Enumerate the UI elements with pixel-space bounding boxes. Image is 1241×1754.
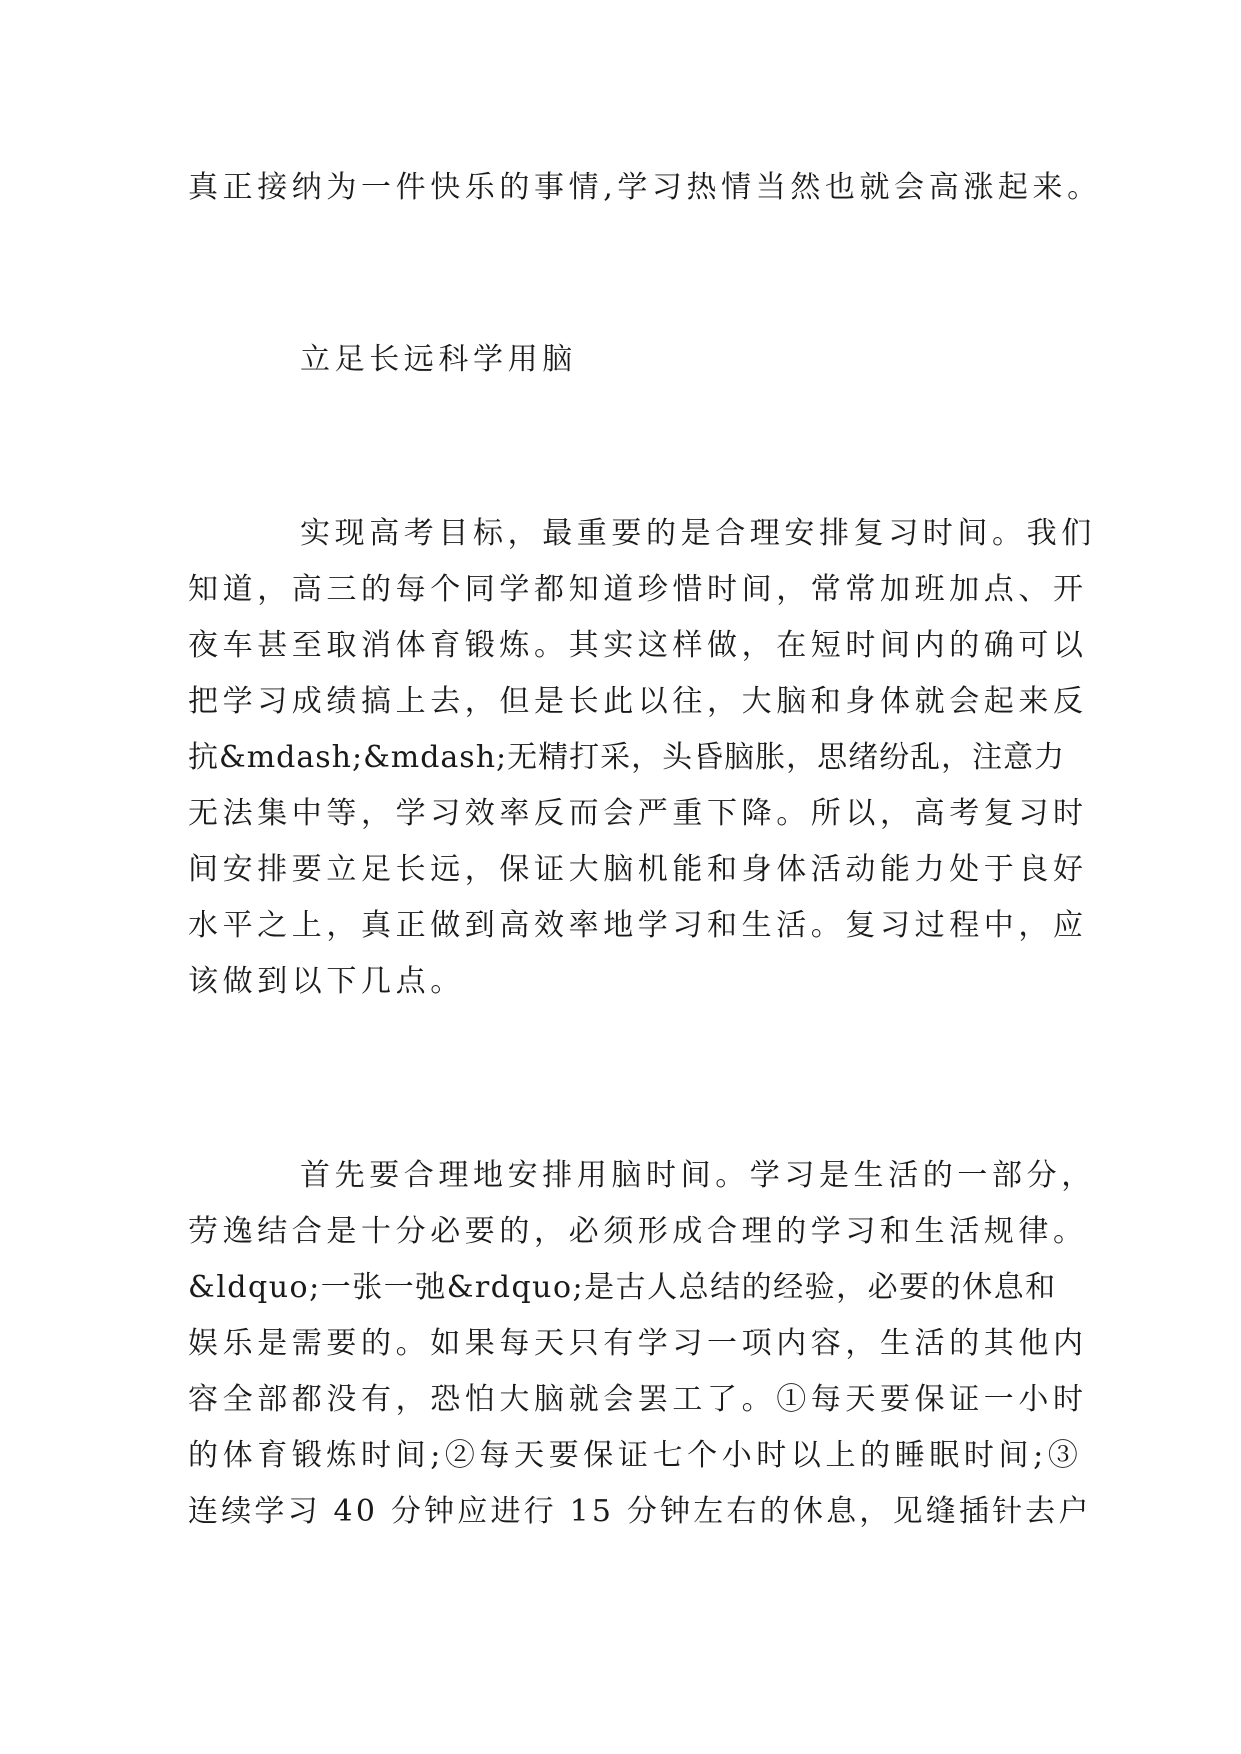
paragraph-line: 的体育锻炼时间;②每天要保证七个小时以上的睡眠时间;③ <box>188 1438 1083 1473</box>
paragraph-line: 水平之上，真正做到高效率地学习和生活。复习过程中，应 <box>188 908 1088 943</box>
paragraph-line: 知道，高三的每个同学都知道珍惜时间，常常加班加点、开 <box>188 572 1088 607</box>
paragraph-line: 娱乐是需要的。如果每天只有学习一项内容，生活的其他内 <box>188 1326 1088 1361</box>
paragraph-line: 首先要合理地安排用脑时间。学习是生活的一部分， <box>300 1158 1096 1193</box>
paragraph-line: 连续学习 40 分钟应进行 15 分钟左右的休息，见缝插针去户 <box>188 1494 1092 1529</box>
paragraph-line: 劳逸结合是十分必要的，必须形成合理的学习和生活规律。 <box>188 1214 1088 1249</box>
paragraph-line: 无法集中等，学习效率反而会严重下降。所以，高考复习时 <box>188 796 1088 831</box>
section-heading: 立足长远科学用脑 <box>300 342 577 377</box>
paragraph-line: &ldquo;一张一弛&rdquo;是古人总结的经验，必要的休息和 <box>188 1270 1057 1305</box>
paragraph-line: 该做到以下几点。 <box>188 964 465 999</box>
paragraph-line: 实现高考目标，最重要的是合理安排复习时间。我们 <box>300 516 1096 551</box>
paragraph-line: 夜车甚至取消体育锻炼。其实这样做，在短时间内的确可以 <box>188 628 1088 663</box>
intro-line: 真正接纳为一件快乐的事情,学习热情当然也就会高涨起来。 <box>188 170 1102 205</box>
paragraph-line: 间安排要立足长远，保证大脑机能和身体活动能力处于良好 <box>188 852 1088 887</box>
paragraph-line: 容全部都没有，恐怕大脑就会罢工了。①每天要保证一小时 <box>188 1382 1088 1417</box>
paragraph-line: 抗&mdash;&mdash;无精打采，头昏脑胀，思绪纷乱，注意力 <box>188 740 1066 775</box>
paragraph-line: 把学习成绩搞上去，但是长此以往，大脑和身体就会起来反 <box>188 684 1088 719</box>
